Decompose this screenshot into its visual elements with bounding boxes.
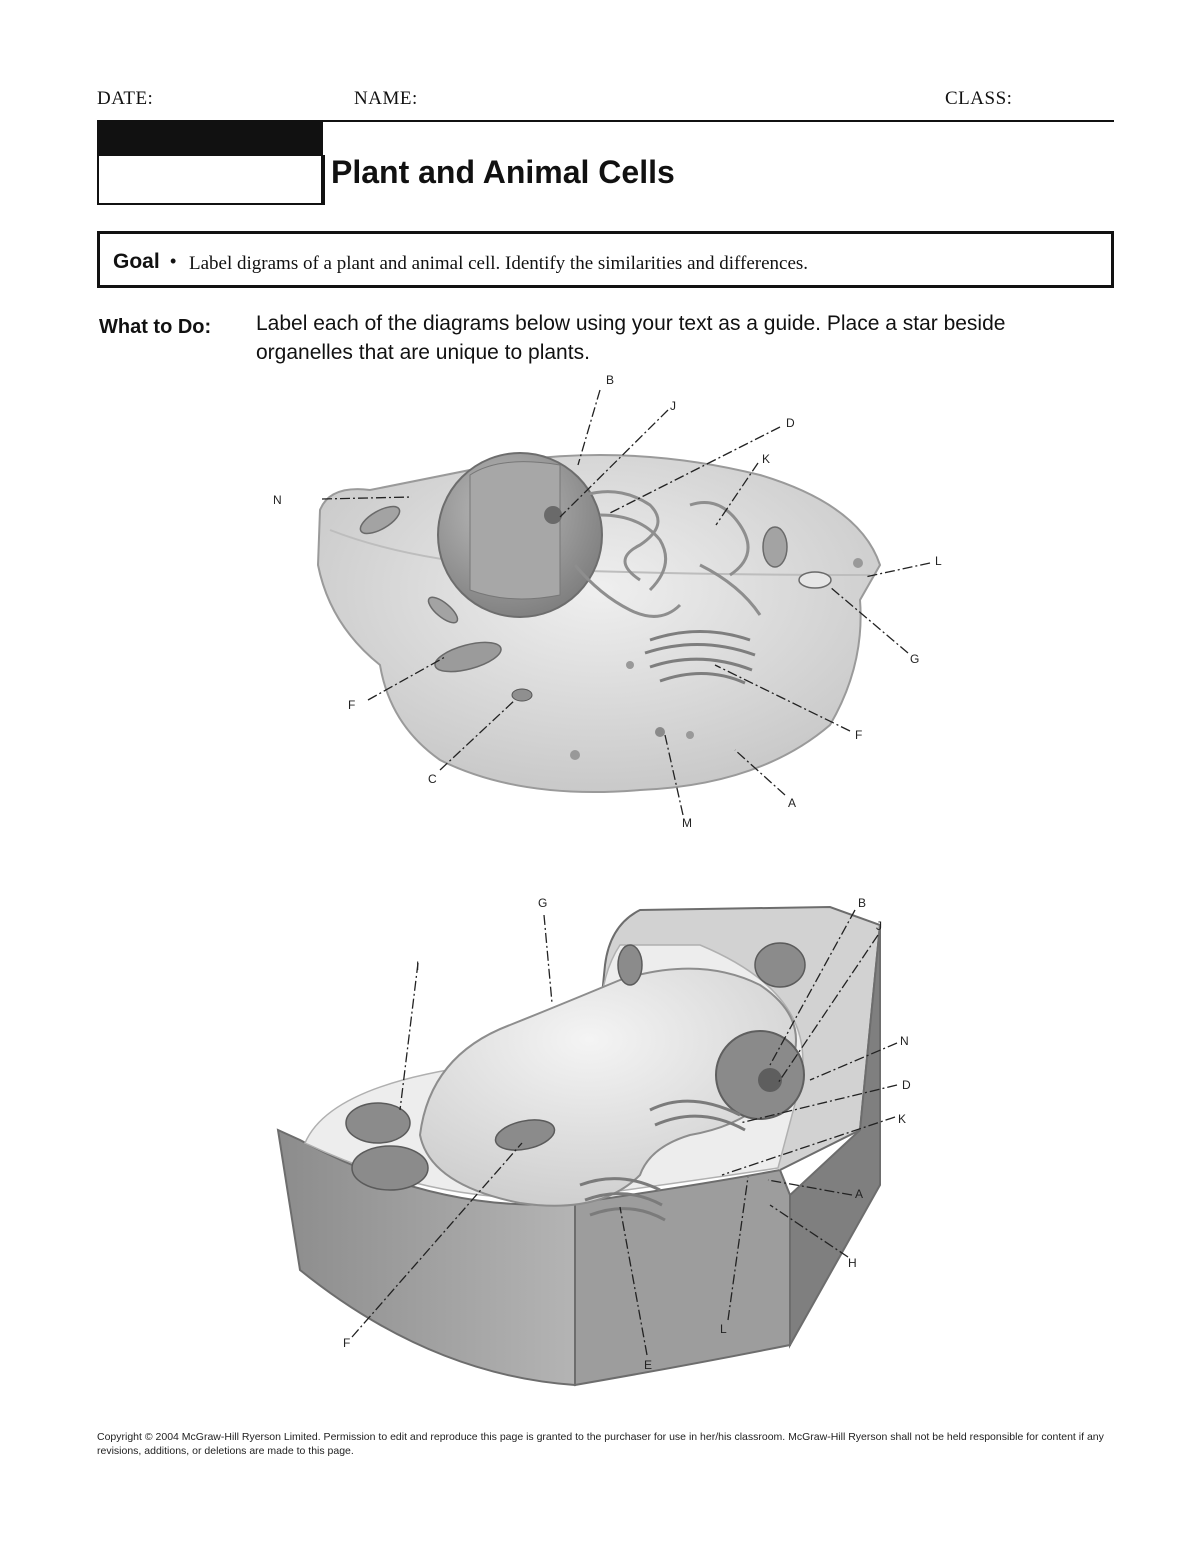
animal-label-n: N (273, 493, 282, 507)
animal-cell-body (318, 455, 880, 792)
plant-cell-diagram (0, 885, 1200, 1405)
goal-text: Label digrams of a plant and animal cell. Identify the similarities and differences. (189, 253, 809, 274)
animal-label-g: G (910, 652, 920, 666)
date-label: DATE: (97, 88, 154, 109)
plant-label-h: H (848, 1256, 857, 1270)
plant-label-l: L (720, 1322, 727, 1336)
class-label: CLASS: (945, 88, 1013, 109)
animal-label-b: B (606, 373, 615, 387)
plant-label-j: J (876, 919, 882, 933)
section-tab-bar (97, 122, 323, 156)
plant-label-a: A (855, 1187, 864, 1201)
plant-label-b: B (858, 896, 867, 910)
goal-bullet: • (170, 251, 177, 271)
plant-label-g: G (538, 896, 548, 910)
animal-label-l: L (935, 554, 942, 568)
plant-label-i: I (416, 959, 420, 973)
animal-label-m: M (682, 816, 692, 830)
section-tab-box (97, 155, 325, 205)
animal-label-f-right: F (855, 728, 863, 742)
animal-label-j: J (670, 399, 676, 413)
plant-label-e: E (644, 1358, 653, 1372)
plant-label-n: N (900, 1034, 909, 1048)
copyright-notice: Copyright © 2004 McGraw-Hill Ryerson Limited. Permission to edit and reproduce this page is granted to the purchaser for use in her/his classroom. McGraw-Hill Ryerson shall not be held responsible for content if any revisions, additions, or deletions are made to this page. (97, 1431, 1104, 1457)
what-to-do-label: What to Do: (99, 316, 212, 338)
plant-label-d: D (902, 1078, 911, 1092)
goal-label: Goal (113, 250, 160, 273)
plant-label-k: K (898, 1112, 907, 1126)
plant-label-f: F (343, 1336, 351, 1350)
animal-label-d: D (786, 416, 795, 430)
page-title: Plant and Animal Cells (331, 154, 675, 190)
animal-label-f-left: F (348, 698, 356, 712)
animal-cell-diagram (0, 365, 1200, 835)
animal-label-c: C (428, 772, 437, 786)
goal-box (97, 231, 1114, 288)
what-to-do-text: Label each of the diagrams below using your text as a guide. Place a star beside organelles that are unique to plants. (256, 312, 1006, 364)
animal-label-a: A (788, 796, 797, 810)
name-label: NAME: (354, 88, 418, 109)
animal-label-k: K (762, 452, 771, 466)
